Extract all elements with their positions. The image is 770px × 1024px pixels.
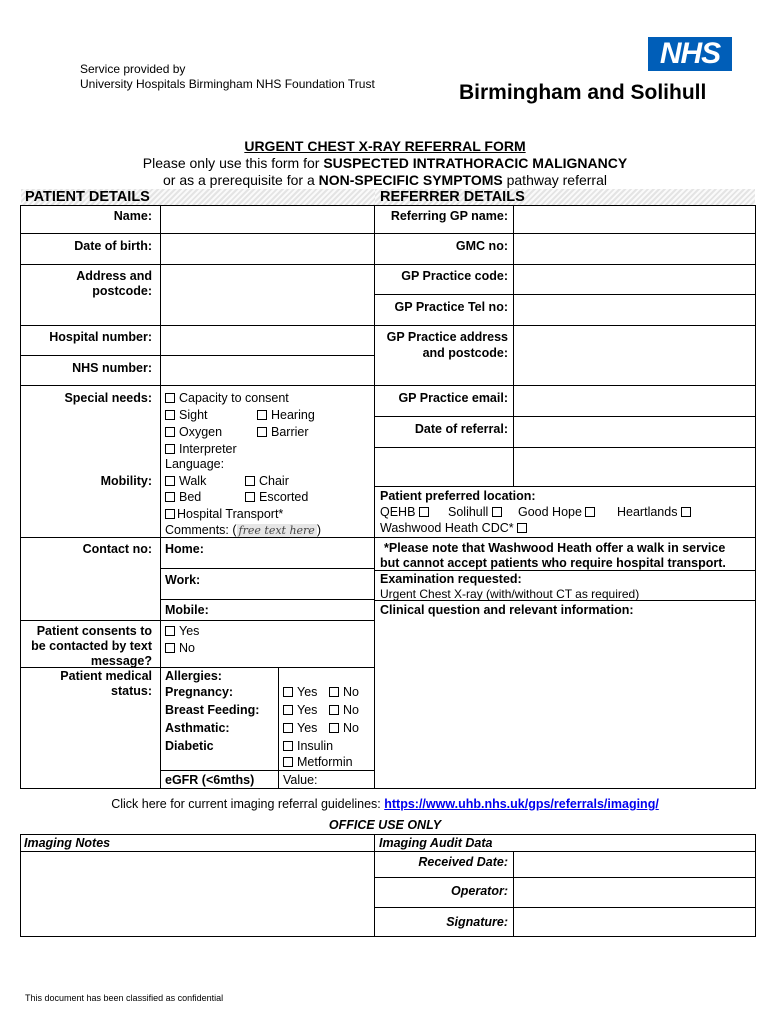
- washwood-note-2: but cannot accept patients who require hospital transport.: [380, 556, 726, 570]
- hospital-transport-checkbox[interactable]: Hospital Transport*: [165, 507, 283, 522]
- received-date-label: Received Date:: [418, 855, 508, 869]
- checkbox-icon: [329, 723, 339, 733]
- free-text-placeholder: free text here: [238, 524, 315, 537]
- checkbox-icon: [283, 723, 293, 733]
- practice-address-label-1: GP Practice address: [386, 330, 508, 344]
- good-hope-checkbox[interactable]: Good Hope: [518, 505, 599, 520]
- barrier-checkbox[interactable]: Barrier: [257, 425, 309, 440]
- checkbox-icon: [329, 687, 339, 697]
- pregnancy-yes-checkbox[interactable]: Yes: [283, 685, 317, 700]
- allergies-label: Allergies:: [165, 669, 222, 683]
- escorted-checkbox[interactable]: Escorted: [245, 490, 308, 505]
- checkbox-icon: [585, 507, 595, 517]
- address-label-2: postcode:: [92, 284, 152, 298]
- signature-label: Signature:: [446, 915, 508, 929]
- interpreter-checkbox[interactable]: Interpreter: [165, 442, 237, 457]
- operator-label: Operator:: [451, 884, 508, 898]
- consent-label-3: message?: [90, 654, 152, 668]
- medical-status-label-2: status:: [111, 684, 152, 698]
- medical-status-label-1: Patient medical: [60, 669, 152, 683]
- checkbox-icon: [245, 476, 255, 486]
- gp-name-label: Referring GP name:: [390, 209, 508, 223]
- insulin-checkbox[interactable]: Insulin: [283, 739, 333, 754]
- language-label: Language:: [165, 457, 225, 471]
- asthmatic-yes-checkbox[interactable]: Yes: [283, 721, 317, 736]
- mobile-phone-label: Mobile:: [165, 603, 209, 617]
- egfr-value-label: Value:: [283, 773, 318, 787]
- hearing-checkbox[interactable]: Hearing: [257, 408, 315, 423]
- checkbox-icon: [165, 643, 175, 653]
- form-subtitle-2: or as a prerequisite for a NON-SPECIFIC SYMPTOMS pathway referral: [162, 172, 607, 188]
- consent-label-1: Patient consents to: [36, 624, 152, 638]
- mobility-label: Mobility:: [100, 474, 152, 488]
- practice-code-label: GP Practice code:: [401, 269, 508, 283]
- checkbox-icon: [165, 427, 175, 437]
- home-phone-label: Home:: [165, 542, 204, 556]
- checkbox-icon: [165, 509, 175, 519]
- checkbox-icon: [283, 705, 293, 715]
- guidelines-link[interactable]: https://www.uhb.nhs.uk/gps/referrals/imaging/: [384, 797, 659, 811]
- solihull-checkbox[interactable]: Solihull: [448, 505, 506, 520]
- date-of-referral-label: Date of referral:: [414, 422, 508, 436]
- asthmatic-label: Asthmatic:: [165, 721, 230, 735]
- preferred-location-label: Patient preferred location:: [380, 489, 536, 503]
- audit-data-label: Imaging Audit Data: [379, 836, 493, 850]
- guidelines-line: Click here for current imaging referral guidelines: https://www.uhb.nhs.uk/gps/referrals/imaging/: [111, 797, 659, 811]
- hospital-number-label: Hospital number:: [49, 330, 152, 344]
- checkbox-icon: [283, 757, 293, 767]
- name-label: Name:: [113, 209, 152, 223]
- consent-yes-checkbox[interactable]: Yes: [165, 624, 199, 639]
- gmc-label: GMC no:: [455, 239, 508, 253]
- oxygen-checkbox[interactable]: Oxygen: [165, 425, 222, 440]
- checkbox-icon: [257, 410, 267, 420]
- checkbox-icon: [257, 427, 267, 437]
- imaging-notes-label: Imaging Notes: [24, 836, 111, 850]
- exam-requested-value: Urgent Chest X-ray (with/without CT as required): [380, 587, 640, 601]
- walk-checkbox[interactable]: Walk: [165, 474, 206, 489]
- form-title: URGENT CHEST X-RAY REFERRAL FORM: [244, 138, 526, 154]
- office-use-heading: OFFICE USE ONLY: [328, 818, 442, 832]
- practice-tel-label: GP Practice Tel no:: [394, 300, 508, 314]
- nhs-number-label: NHS number:: [72, 361, 152, 375]
- nhs-logo: [648, 37, 732, 71]
- diabetic-label: Diabetic: [165, 739, 214, 753]
- checkbox-icon: [165, 410, 175, 420]
- bed-checkbox[interactable]: Bed: [165, 490, 201, 505]
- breast-feeding-label: Breast Feeding:: [165, 703, 260, 717]
- nhs-logo-text: NHS: [659, 37, 721, 70]
- chair-checkbox[interactable]: Chair: [245, 474, 289, 489]
- asthmatic-no-checkbox[interactable]: No: [329, 721, 359, 736]
- consent-no-checkbox[interactable]: No: [165, 641, 195, 656]
- provider-line-1: Service provided by: [80, 62, 186, 76]
- checkbox-icon: [329, 705, 339, 715]
- exam-requested-label: Examination requested:: [380, 572, 522, 586]
- washwood-checkbox[interactable]: Washwood Heath CDC*: [380, 521, 531, 536]
- checkbox-icon: [283, 687, 293, 697]
- breast-feeding-no-checkbox[interactable]: No: [329, 703, 359, 718]
- checkbox-icon: [517, 523, 527, 533]
- capacity-checkbox[interactable]: Capacity to consent: [165, 391, 289, 406]
- checkbox-icon: [245, 492, 255, 502]
- dob-label: Date of birth:: [74, 239, 152, 253]
- checkbox-icon: [492, 507, 502, 517]
- pregnancy-no-checkbox[interactable]: No: [329, 685, 359, 700]
- confidential-footer: This document has been classified as confidential: [25, 993, 224, 1003]
- egfr-label: eGFR (<6mths): [165, 773, 255, 787]
- comments-field[interactable]: Comments: ( free text here ): [165, 523, 321, 537]
- checkbox-icon: [165, 626, 175, 636]
- referrer-details-heading: REFERRER DETAILS: [380, 189, 525, 205]
- heartlands-checkbox[interactable]: Heartlands: [617, 505, 695, 520]
- metformin-checkbox[interactable]: Metformin: [283, 755, 353, 770]
- practice-address-label-2: and postcode:: [422, 346, 508, 360]
- consent-label-2: be contacted by text: [31, 639, 152, 653]
- pregnancy-label: Pregnancy:: [165, 685, 234, 699]
- clinical-question-label: Clinical question and relevant information:: [380, 603, 634, 617]
- contact-label: Contact no:: [82, 542, 152, 556]
- form-subtitle-1: Please only use this form for SUSPECTED INTRATHORACIC MALIGNANCY: [142, 155, 628, 171]
- work-phone-label: Work:: [165, 573, 201, 587]
- checkbox-icon: [165, 393, 175, 403]
- washwood-note-1: *Please note that Washwood Heath offer a walk in service: [384, 541, 726, 555]
- breast-feeding-yes-checkbox[interactable]: Yes: [283, 703, 317, 718]
- sight-checkbox[interactable]: Sight: [165, 408, 208, 423]
- checkbox-icon: [283, 741, 293, 751]
- checkbox-icon: [165, 444, 175, 454]
- patient-details-heading: PATIENT DETAILS: [25, 189, 150, 205]
- checkbox-icon: [419, 507, 429, 517]
- provider-line-2: University Hospitals Birmingham NHS Foundation Trust: [80, 77, 375, 91]
- qehb-checkbox[interactable]: QEHB: [380, 505, 433, 520]
- address-label-1: Address and: [76, 269, 152, 283]
- special-needs-label: Special needs:: [64, 391, 152, 405]
- checkbox-icon: [165, 492, 175, 502]
- checkbox-icon: [165, 476, 175, 486]
- checkbox-icon: [681, 507, 691, 517]
- practice-email-label: GP Practice email:: [398, 391, 508, 405]
- org-name: Birmingham and Solihull: [459, 81, 707, 104]
